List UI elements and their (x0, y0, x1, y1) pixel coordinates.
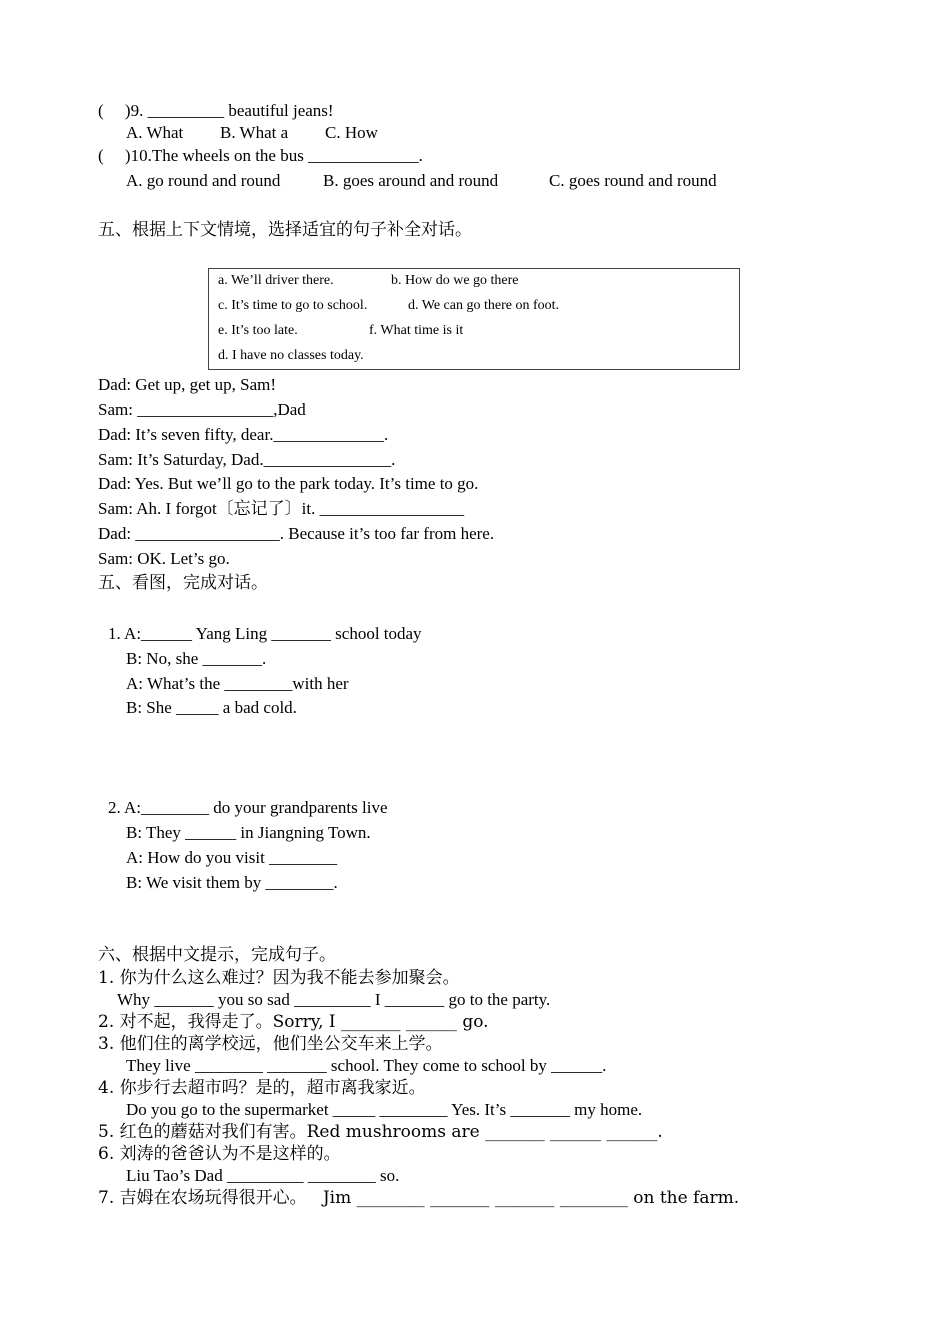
sentence-line: 3. 他们住的离学校远，他们坐公交车来上学。 (98, 1034, 443, 1054)
q10-option-a: A. go round and round (126, 171, 281, 190)
dialogue-1-line: B: No, she _______. (126, 649, 267, 668)
q9-stem: ( )9. _________ beautiful jeans! (98, 101, 334, 120)
sentence-line: 1. 你为什么这么难过？因为我不能去参加聚会。 (98, 968, 460, 988)
dialogue-1-line: A: What’s the ________with her (126, 674, 349, 693)
dialogue-2-line: B: They ______ in Jiangning Town. (126, 823, 371, 842)
dialogue-line: Dad: Get up, get up, Sam! (98, 375, 276, 394)
dialogue-line: Dad: It’s seven fifty, dear._____________. (98, 425, 389, 444)
dialogue-1-line: 1. A:______ Yang Ling _______ school today (108, 624, 422, 643)
sentence-line: 2. 对不起，我得走了。Sorry, I _______ ______ go. (98, 1012, 489, 1032)
q9-option-b: B. What a (220, 123, 289, 142)
sentence-line: 7. 吉姆在农场玩得很开心。 Jim ________ _______ _______ ________ on the farm. (98, 1188, 740, 1208)
option-f: f. What time is it (369, 323, 464, 338)
sentence-line: 4. 你步行去超市吗？是的，超市离我家近。 (98, 1078, 426, 1098)
option-b: b. How do we go there (391, 273, 519, 288)
q10-option-c: C. goes round and round (549, 171, 717, 190)
option-e: e. It’s too late. (218, 323, 298, 338)
options-box (208, 268, 740, 370)
q10-stem: ( )10.The wheels on the bus _____________. (98, 146, 423, 165)
option-d: d. We can go there on foot. (408, 298, 560, 313)
sentence-line: Why _______ you so sad _________ I _______ go to the party. (117, 990, 551, 1009)
dialogue-line: Sam: OK. Let’s go. (98, 549, 230, 568)
dialogue-1-line: B: She _____ a bad cold. (126, 698, 297, 717)
q9-option-a: A. What (126, 123, 184, 142)
sentence-line: Liu Tao’s Dad _________ ________ so. (126, 1166, 400, 1185)
section-5a-title: 五、根据上下文情境，选择适宜的句子补全对话。 (98, 220, 472, 240)
option-d2: d. I have no classes today. (218, 348, 364, 363)
dialogue-2-line: B: We visit them by ________. (126, 873, 338, 892)
section-6-title: 六、根据中文提示，完成句子。 (98, 945, 336, 965)
sentence-line: Do you go to the supermarket _____ ________ Yes. It’s _______ my home. (126, 1100, 643, 1119)
dialogue-2-line: A: How do you visit ________ (126, 848, 338, 867)
sentence-line: They live ________ _______ school. They come to school by ______. (126, 1056, 607, 1075)
dialogue-2-line: 2. A:________ do your grandparents live (108, 798, 388, 817)
dialogue-line: Dad: _________________. Because it’s too far from here. (98, 524, 495, 543)
q10-option-b: B. goes around and round (323, 171, 499, 190)
sentence-line: 6. 刘涛的爸爸认为不是这样的。 (98, 1144, 341, 1164)
option-a: a. We’ll driver there. (218, 273, 334, 288)
dialogue-line: Sam: ________________,Dad (98, 400, 306, 419)
sentence-line: 5. 红色的蘑菇对我们有害。Red mushrooms are _______ ______ ______. (98, 1122, 663, 1142)
dialogue-line: Sam: It’s Saturday, Dad._______________. (98, 450, 396, 469)
q9-option-c: C. How (325, 123, 378, 142)
option-c: c. It’s time to go to school. (218, 298, 368, 313)
dialogue-line: Sam: Ah. I forgot〔忘记了〕it. _________________ (98, 499, 465, 518)
section-5b-title: 五、看图，完成对话。 (98, 573, 268, 593)
dialogue-line: Dad: Yes. But we’ll go to the park today. It’s time to go. (98, 474, 479, 493)
